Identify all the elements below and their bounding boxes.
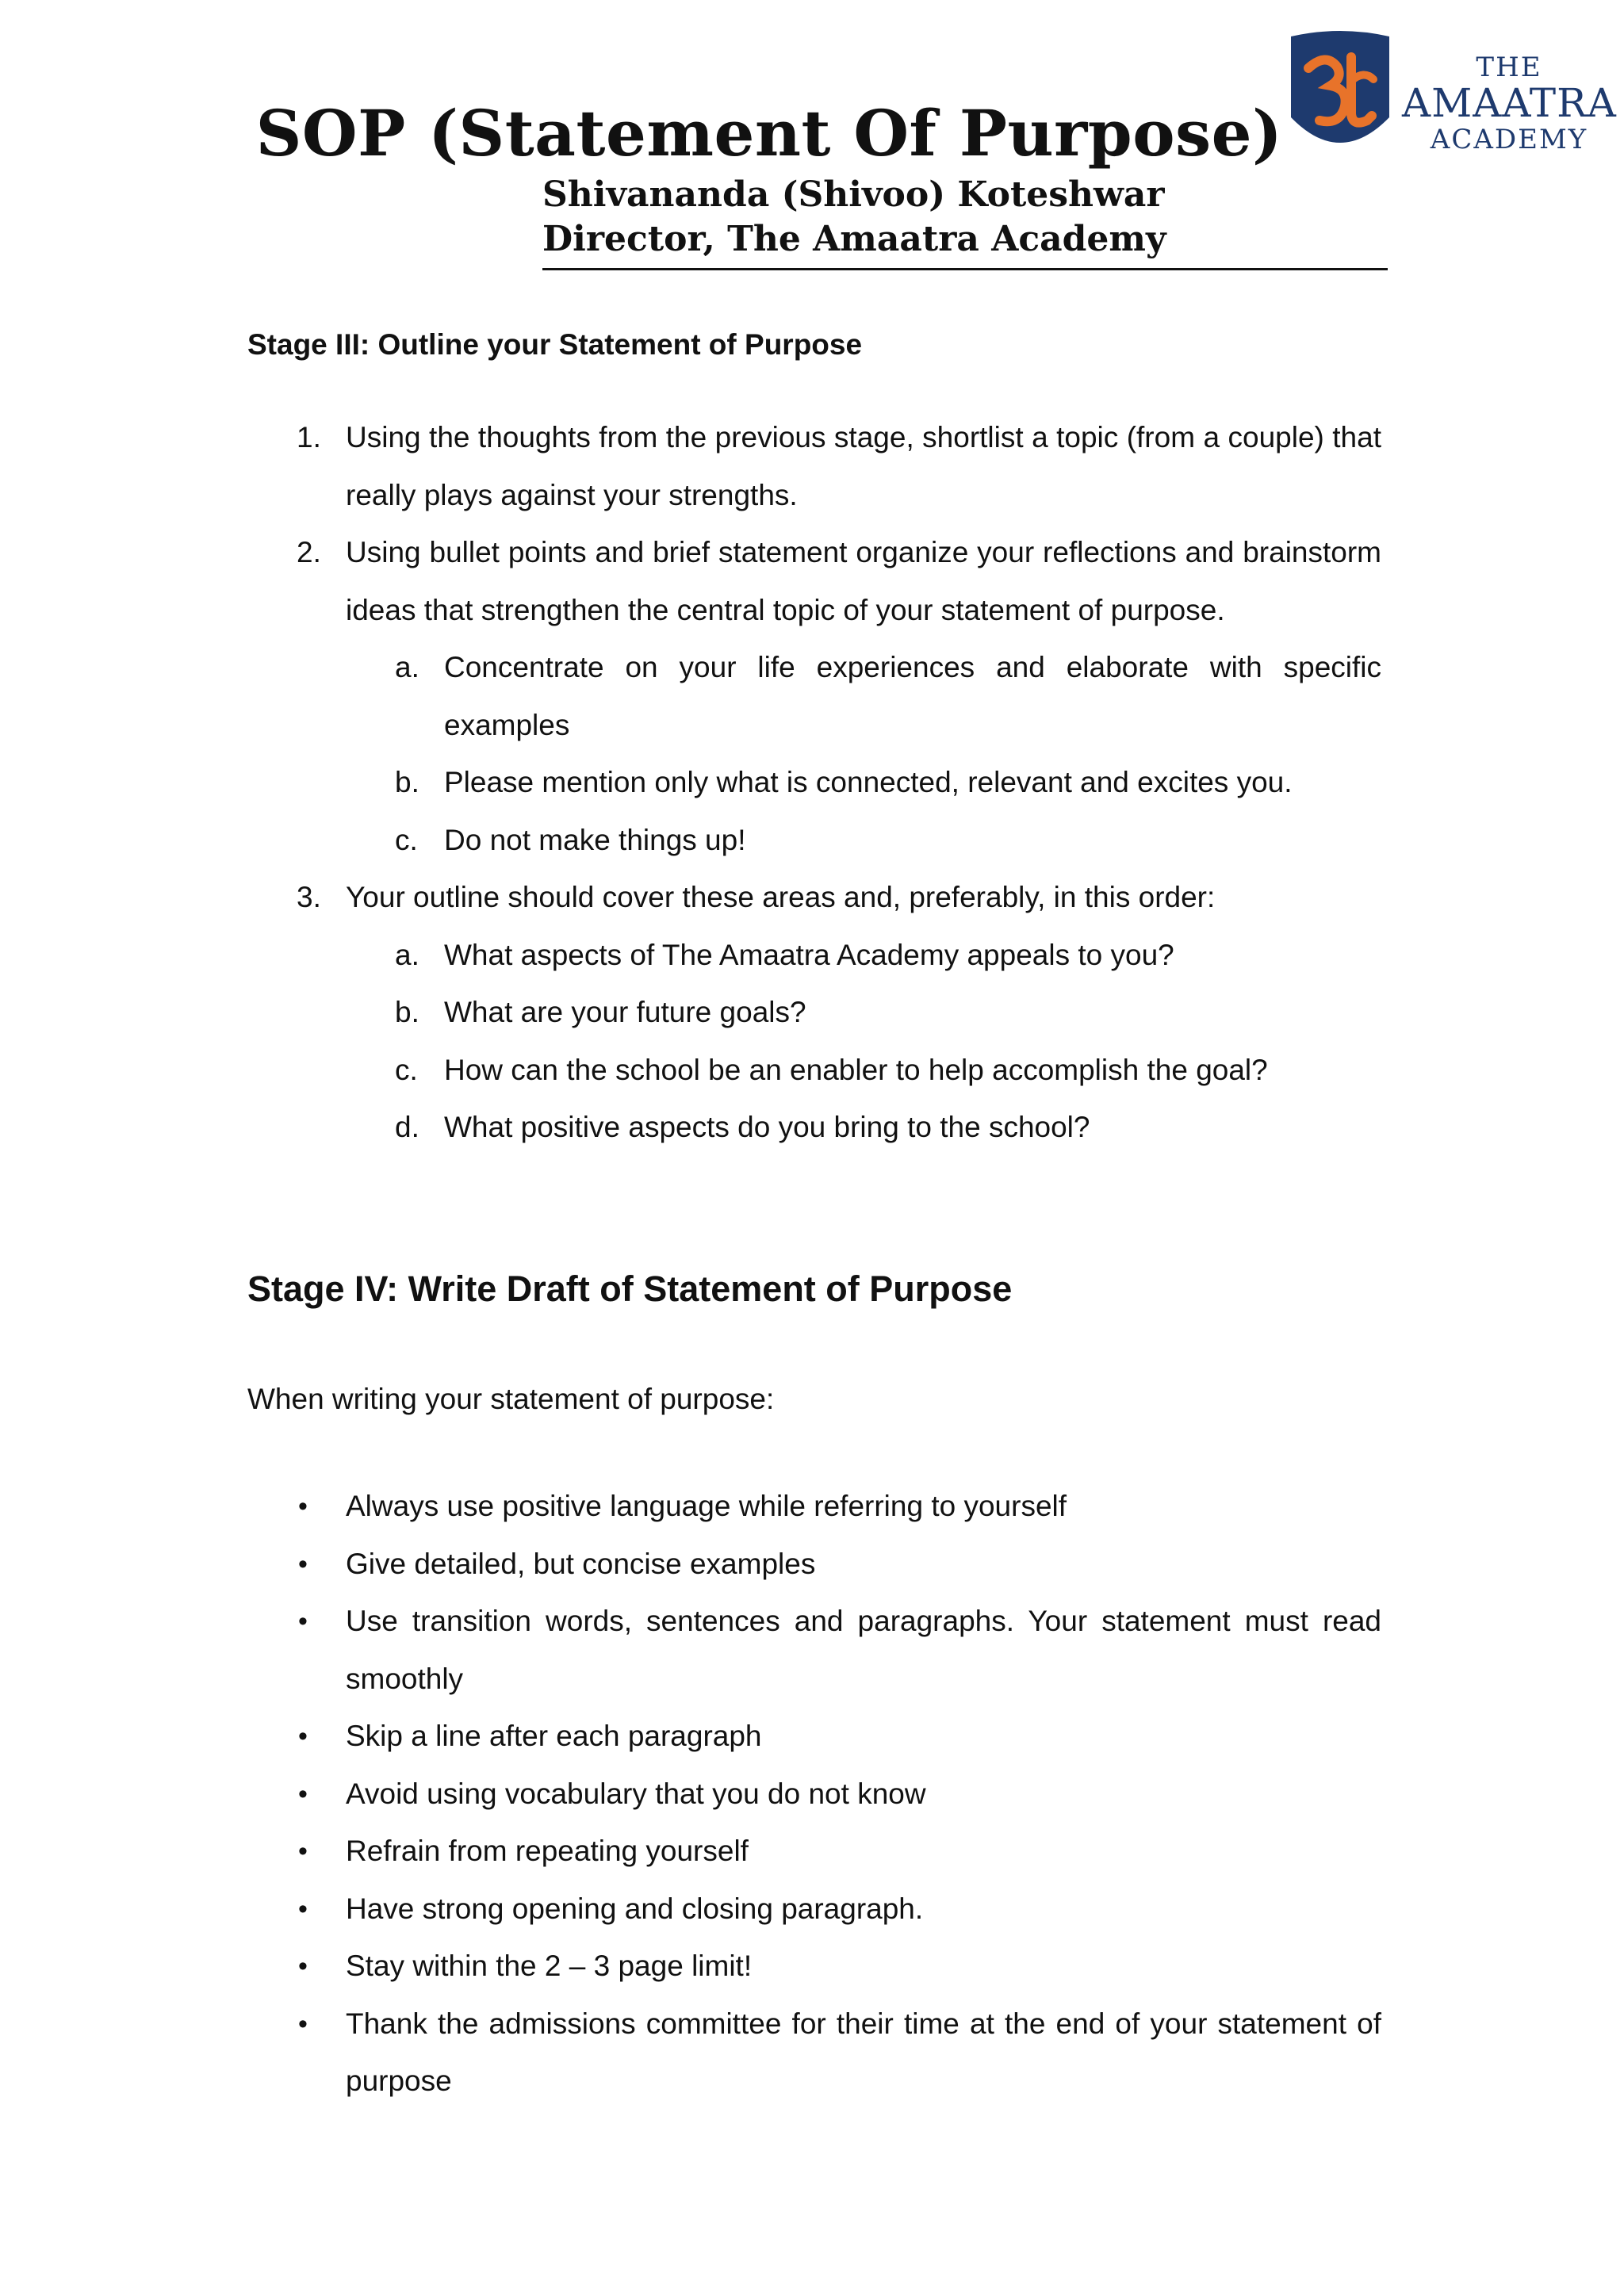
tip-item: [0, 1996, 1624, 2110]
document-title: SOP (Statement Of Purpose): [255, 96, 1283, 170]
list-item-text: What are your future goals?: [444, 996, 806, 1028]
list-letter: a.: [395, 938, 419, 971]
list-item-text: Thank the admissions committee for their time at the end of your statement of purpose: [346, 2007, 1381, 2097]
bullet-icon: •: [298, 1778, 308, 1809]
tip-item: [0, 1938, 1624, 1996]
outline-item: [0, 409, 1624, 524]
stage-4-tips-list: [0, 1478, 1624, 2110]
stage-4-intro: When writing your statement of purpose:: [247, 1383, 775, 1415]
tip-item: [0, 1536, 1624, 1594]
stage-3-heading: Stage III: Outline your Statement of Purpose: [247, 328, 863, 361]
list-item-text: Refrain from repeating yourself: [346, 1835, 749, 1867]
bullet-icon: •: [298, 2008, 308, 2039]
logo-text-amaatra: AMAATRA: [1402, 80, 1617, 126]
bullet-icon: •: [298, 1491, 308, 1521]
bullet-icon: •: [298, 1606, 308, 1636]
bullet-icon: •: [298, 1951, 308, 1981]
stage-4-heading: Stage IV: Write Draft of Statement of Purpose: [247, 1269, 1013, 1309]
list-item-text: Using the thoughts from the previous stage, shortlist a topic (from a couple) that really plays against your strengths.: [346, 421, 1381, 511]
outline-subitem: [0, 984, 1624, 1042]
list-number: 2.: [297, 536, 321, 568]
tip-item: [0, 1593, 1624, 1708]
list-letter: c.: [395, 823, 418, 856]
list-item-text: Please mention only what is connected, relevant and excites you.: [444, 766, 1293, 798]
outline-subitem: [0, 1042, 1624, 1100]
bullet-icon: •: [298, 1836, 308, 1866]
list-item-text: How can the school be an enabler to help accomplish the goal?: [444, 1053, 1268, 1086]
author-block: [542, 173, 1388, 262]
outline-item: [0, 869, 1624, 927]
list-item-text: Stay within the 2 – 3 page limit!: [346, 1950, 753, 1982]
bullet-icon: •: [298, 1893, 308, 1924]
outline-item: [0, 524, 1624, 639]
author-role: Director, The Amaatra Academy: [542, 219, 1166, 259]
logo-text-the: THE: [1476, 52, 1542, 83]
author-name: Shivananda (Shivoo) Koteshwar: [542, 174, 1165, 215]
list-number: 3.: [297, 881, 321, 913]
outline-subitem: [0, 812, 1624, 870]
stage-3-outline-list: [0, 409, 1624, 1157]
list-item-text: Have strong opening and closing paragraph.: [346, 1892, 924, 1925]
header-divider: [542, 268, 1388, 270]
bullet-icon: •: [298, 1721, 308, 1751]
outline-subitem: [0, 927, 1624, 985]
list-item-text: Always use positive language while referring to yourself: [346, 1490, 1067, 1522]
list-letter: d.: [395, 1111, 419, 1143]
outline-subitem: [0, 754, 1624, 812]
logo-text-academy: ACADEMY: [1430, 124, 1588, 155]
list-item-text: Using bullet points and brief statement organize your reflections and brainstorm ideas that strengthen the central topic of your statement of purpose.: [346, 536, 1381, 626]
list-item-text: Concentrate on your life experiences and elaborate with specific examples: [444, 651, 1381, 741]
list-letter: a.: [395, 651, 419, 683]
tip-item: [0, 1478, 1624, 1536]
tip-item: [0, 1766, 1624, 1823]
list-item-text: Skip a line after each paragraph: [346, 1720, 762, 1752]
list-item-text: Your outline should cover these areas and, preferably, in this order:: [346, 881, 1216, 913]
tip-item: [0, 1708, 1624, 1766]
outline-subitem: [0, 1099, 1624, 1157]
bullet-icon: •: [298, 1548, 308, 1579]
tip-item: [0, 1823, 1624, 1881]
list-letter: b.: [395, 996, 419, 1028]
outline-subitem: [0, 639, 1624, 754]
list-item-text: Give detailed, but concise examples: [346, 1547, 816, 1580]
list-item-text: What aspects of The Amaatra Academy appeals to you?: [444, 938, 1174, 971]
list-item-text: Use transition words, sentences and paragraphs. Your statement must read smoothly: [346, 1605, 1381, 1695]
list-letter: b.: [395, 766, 419, 798]
list-item-text: What positive aspects do you bring to the school?: [444, 1111, 1090, 1143]
list-letter: c.: [395, 1053, 418, 1086]
list-item-text: Do not make things up!: [444, 823, 746, 856]
list-item-text: Avoid using vocabulary that you do not know: [346, 1777, 926, 1810]
tip-item: [0, 1881, 1624, 1938]
list-number: 1.: [297, 421, 321, 453]
